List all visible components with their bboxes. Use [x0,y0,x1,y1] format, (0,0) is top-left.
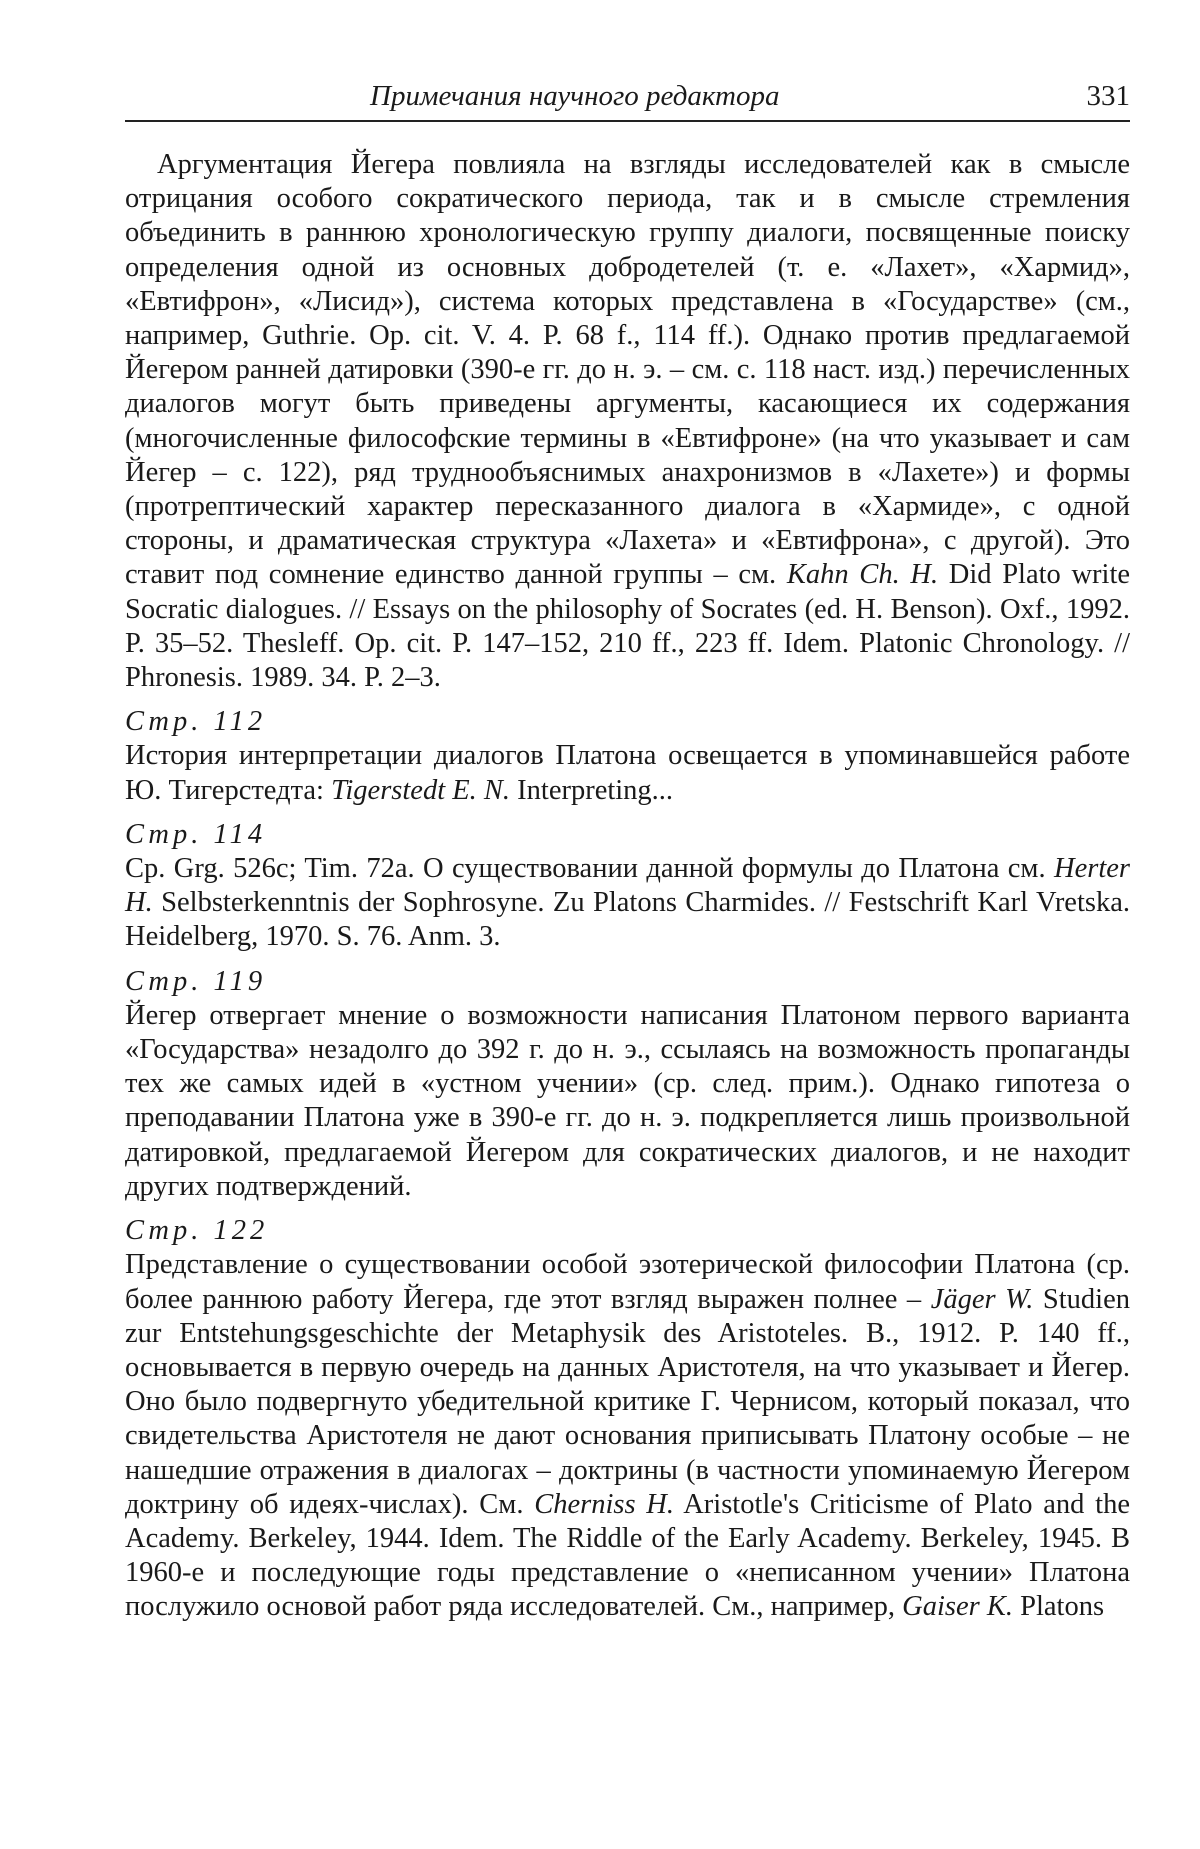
section-114 [125,818,1130,955]
section-text: Aristotle's Criticisme of Plato and the Academy. Berkeley, 1944. Idem. The Riddle of the Early Academy. Berkeley, 1945. В 1960-е и последующие годы представление о «неписанном учении» Платона послужило основой работ ряда исследователей. См., например, [125,1488,1130,1623]
section-text: Studien zur Entstehungsgeschichte der Metaphysik des Aristoteles. B., 1912. P. 140 ff., основывается в первую очередь на данных Аристотеля, на что указывает и Йегер. Оно было подвергнуто убедительной критике Г. Чернисом, который показал, что свидетельства Аристотеля не дают основания приписывать Платону особые – не нашедшие отражения в диалогах – доктрины (в частности упоминаемую Йегером доктрину об идеях-числах). См. [125,1283,1130,1520]
intro-author: Kahn Ch. H. [786,559,939,591]
section-122 [125,1214,1130,1624]
running-title: Примечания научного редактора [370,80,780,112]
section-author: Tigerstedt E. N. [331,774,511,806]
section-text: История интерпретации диалогов Платона освещается в упоминавшейся работе Ю. Тигерстедта: [125,740,1130,806]
section-text: Platons [1012,1591,1105,1623]
book-page [125,78,1130,1625]
intro-text-2: Did Plato write Socratic dialogues. // Essays on the philosophy of Socrates (ed. H. Benson). Oxf., 1992. P. 35–52. Thesleff. Op. cit. P. 147–152, 210 ff., 223 ff. Idem. Platonic Chronology. // Phronesis. 1989. 34. P. 2–3. [125,559,1131,694]
section-heading: Стр. 122 [125,1215,269,1247]
section-paragraph [125,852,1130,955]
page-header [125,78,1130,122]
section-paragraph [125,999,1130,1204]
section-paragraph [125,1248,1130,1624]
section-text: Interpreting... [510,774,674,806]
section-text: Selbsterkenntnis der Sophrosyne. Zu Platons Charmides. // Festschrift Karl Vretska. Heidelberg, 1970. S. 76. Anm. 3. [125,887,1130,953]
section-heading: Стр. 112 [125,706,267,738]
page-number: 331 [1086,80,1130,112]
page-body [125,148,1130,1625]
intro-text-1: Аргументация Йегера повлияла на взгляды исследователей как в смысле отрицания особого сократического периода, так и в смысле стремления объединить в раннюю хронологическую группу диалоги, посвященные поиску определения одной из основных добродетелей (т. е. «Лахет», «Хармид», «Евтифрон», «Лисид»), система которых представлена в «Государстве» (см., например, Guthrie. Op. cit. V. 4. P. 68 f., 114 ff.). Однако против предлагаемой Йегером ранней датировки (390-е гг. до н. э. – см. с. 118 наст. изд.) перечисленных диалогов могут быть приведены аргументы, касающиеся их содержания (многочисленные философские термины в «Евтифроне» (на что указывает и сам Йегер – с. 122), ряд труднообъяснимых анахронизмов в «Лахете») и формы (протрептический характер пересказанного диалога в «Хармиде», с одной стороны, и драматическая структура «Лахета» и «Евтифрона», с другой). Это ставит под сомнение единство данной группы – см. [125,149,1130,591]
intro-paragraph [125,148,1130,695]
section-112 [125,705,1130,808]
section-author: Cherniss H. [534,1488,675,1520]
section-text: Йегер отвергает мнение о возможности написания Платоном первого варианта «Государства» незадолго до 392 г. до н. э., ссылаясь на возможность пропаганды тех же самых идей в «устном учении» (ср. след. прим.). Однако гипотеза о преподавании Платона уже в 390-е гг. до н. э. подкрепляется лишь произвольной датировкой, предлагаемой Йегером для сократических диалогов, и не находит других подтверждений. [125,999,1130,1202]
section-author: Herter H. [125,853,1130,919]
section-119 [125,965,1130,1204]
section-heading: Стр. 114 [125,818,267,850]
section-author: Gaiser K. [902,1591,1013,1623]
section-heading: Стр. 119 [125,965,267,997]
section-text: Представление о существовании особой эзотерической философии Платона (ср. более раннюю работу Йегера, где этот взгляд выражен полнее – [125,1249,1130,1315]
section-text: Ср. Grg. 526c; Tim. 72a. О существовании данной формулы до Платона см. [125,853,1055,885]
section-author: Jäger W. [930,1283,1034,1315]
section-paragraph [125,739,1130,807]
